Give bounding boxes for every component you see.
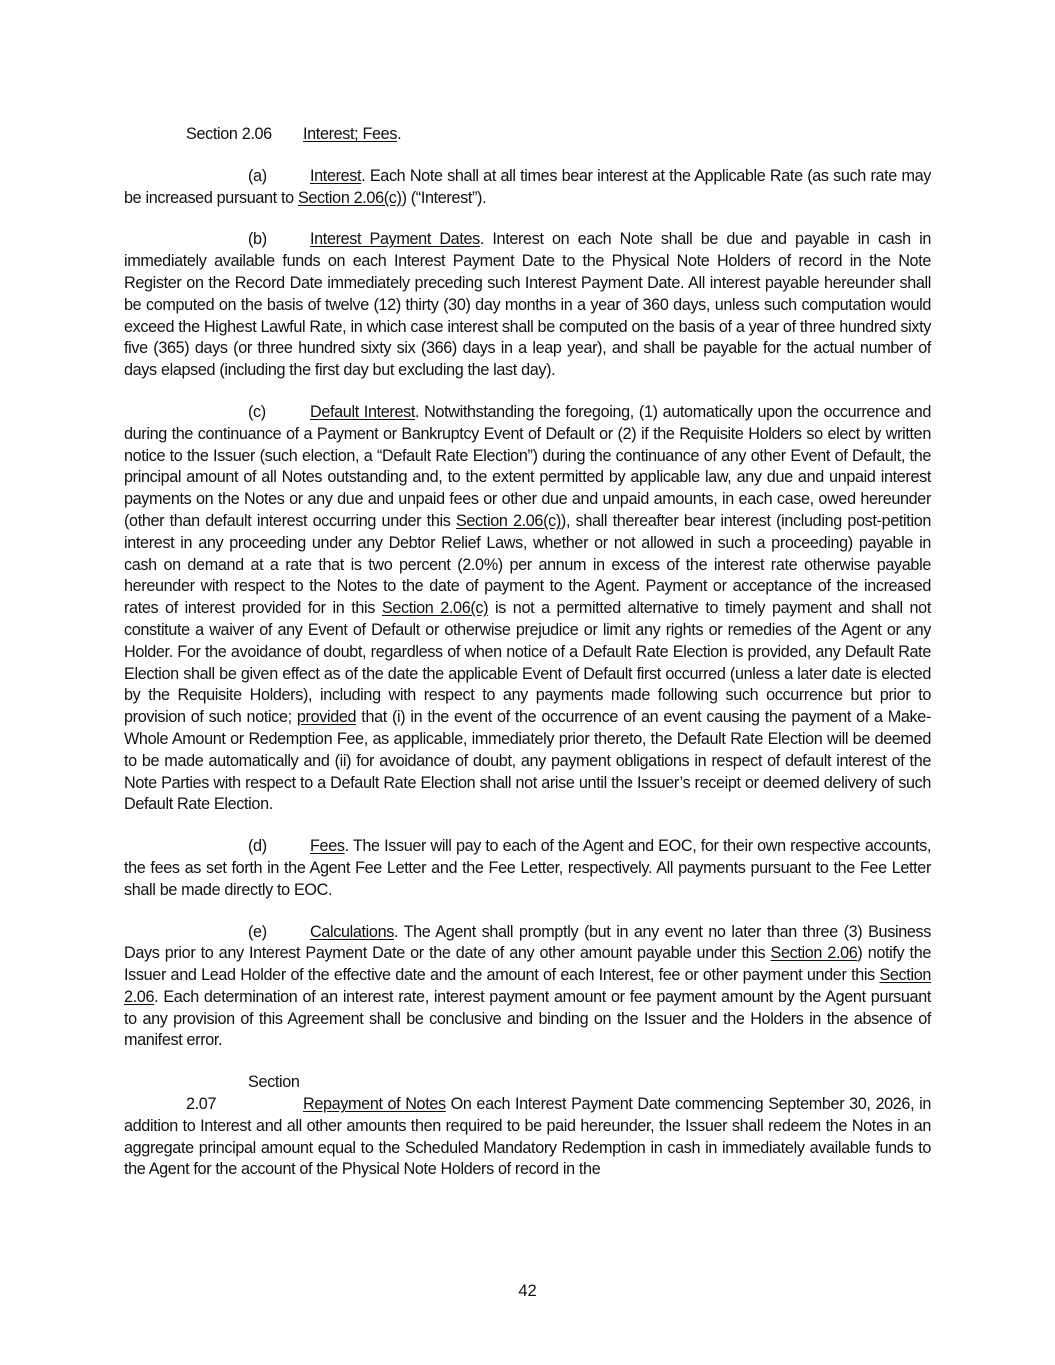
section-title: Interest; Fees xyxy=(303,125,398,143)
cross-reference: Section 2.06(c) xyxy=(381,599,489,618)
page-number: 42 xyxy=(518,1282,537,1300)
paragraph-text: that (i) in the event of the occurrence of an event causing the payment of a Make-Whole Amount or Redemption Fee, as applicable, immediately prior thereto, the Default Rate Election will be deemed to be made automatically and (ii) for avoidance of doubt, any payment obligations in respect of default interest of the Note Parties with respect to a Default Rate Election shall not arise until the Issuer’s receipt or deemed delivery of such Default Rate Election. xyxy=(124,708,931,814)
section-number: Section 2.07 xyxy=(186,1073,300,1114)
paragraph-text: is not a permitted alternative to timely payment and shall not constitute a waiver of any Event of Default or otherwise prejudice or limit any rights or remedies of the Agent or any Holder. For the avoidance of doubt, regardless of when notice of a Default Rate Election is provided, any Default Rate Election shall be given effect as of the date the applicable Event of Default first occurred (unless a later date is elected by the Requisite Holders), including with respect to any payments made following such occurrence but prior to provision of such notice; xyxy=(124,599,931,727)
paragraph-text: . Each determination of an interest rate, interest payment amount or fee payment amount by the Agent pursuant to any provision of this Agreement shall be conclusive and binding on the Issuer and the Holders in the absence of manifest error. xyxy=(124,987,931,1050)
paragraph-heading: Interest xyxy=(310,166,362,185)
paragraph-heading: Fees xyxy=(310,837,345,856)
cross-reference: Section 2.06(c) xyxy=(297,188,402,207)
paragraph-text: . Each Note shall at all times bear interest at the Applicable Rate (as such rate may be increased pursuant to xyxy=(124,166,931,207)
paragraph-b-interest-payment-dates xyxy=(124,229,931,382)
paragraph-heading: Default Interest xyxy=(310,402,415,421)
paragraph-marker: (d) xyxy=(248,837,267,856)
paragraph-a-interest xyxy=(124,166,931,210)
section-title: Repayment of Notes xyxy=(303,1095,446,1114)
paragraph-d-fees xyxy=(124,836,931,901)
paragraph-text: . Notwithstanding the foregoing, (1) automatically upon the occurrence and during the continuance of a Payment or Bankruptcy Event of Default or (2) if the Requisite Holders so elect by written notice to the Issuer (such election, a “Default Rate Election”) during the continuance of any other Event of Default, the principal amount of all Notes outstanding and, to the extent permitted by applicable law, any due and unpaid interest payments on the Notes or any due and unpaid fees or other due and unpaid amounts, in each case, owed hereunder (other than default interest occurring under this xyxy=(124,402,932,530)
paragraph-marker: (b) xyxy=(248,230,267,249)
paragraph-text: On each Interest Payment Date commencing September 30, 2026, in addition to Interest and all other amounts then required to be paid hereunder, the Issuer shall redeem the Notes in an aggregate principal amount equal to the Scheduled Mandatory Redemption in cash in immediately available funds to the Agent for the account of the Physical Note Holders of record in the xyxy=(124,1095,932,1179)
paragraph-marker: (e) xyxy=(248,922,267,941)
paragraph-text: ) notify the Issuer and Lead Holder of the effective date and the amount of each Interest, fee or other payment under this xyxy=(124,944,931,985)
paragraph-text: . The Agent shall promptly (but in any event no later than three (3) Business Days prior to any Interest Payment Date or the date of any other amount payable under this xyxy=(124,922,931,963)
cross-reference: Section 2.06(c) xyxy=(455,511,561,530)
document-page xyxy=(124,124,931,1201)
paragraph-c-default-interest xyxy=(124,402,931,816)
paragraph-e-calculations xyxy=(124,922,931,1053)
paragraph-heading: Calculations xyxy=(310,922,394,941)
paragraph-heading: Interest Payment Dates xyxy=(310,230,480,249)
provided-term: provided xyxy=(296,708,357,727)
paragraph-text: ) (“Interest”). xyxy=(401,188,487,207)
section-2-07-repayment-of-notes xyxy=(124,1072,931,1181)
paragraph-text: . Interest on each Note shall be due and payable in cash in immediately available funds on each Interest Payment Date to the Physical Note Holders of record in the Note Register on the Record Date immediately preceding such Interest Payment Date. All interest payable hereunder shall be computed on the basis of twelve (12) thirty (30) day months in a year of 360 days, unless such computation would exceed the Highest Lawful Rate, in which case interest shall be computed on the basis of a year of three hundred sixty five (365) days (or three hundred sixty six (366) days in a leap year), and shall be payable for the actual number of days elapsed (including the first day but excluding the last day). xyxy=(124,230,931,380)
paragraph-text: ), shall thereafter bear interest (including post-petition interest in any proceeding under any Debtor Relief Laws, whether or not allowed in such a proceeding) payable in cash on demand at a rate that is two percent (2.0%) per annum in excess of the interest rate otherwise payable hereunder with respect to the Notes to the date of payment to the Agent. Payment or acceptance of the increased rates of interest provided for in this xyxy=(124,511,931,618)
cross-reference: Section 2.06 xyxy=(770,944,858,963)
paragraph-marker: (a) xyxy=(248,166,267,185)
section-title-suffix: . xyxy=(397,125,402,143)
section-2-06-heading xyxy=(124,124,931,146)
section-number: Section 2.06 xyxy=(186,125,272,143)
paragraph-text: . The Issuer will pay to each of the Agent and EOC, for their own respective accounts, the fees as set forth in the Agent Fee Letter and the Fee Letter, respectively. All payments pursuant to the Fee Letter shall be made directly to EOC. xyxy=(124,837,931,899)
cross-reference: Section 2.06 xyxy=(124,966,931,1006)
paragraph-marker: (c) xyxy=(248,402,266,421)
